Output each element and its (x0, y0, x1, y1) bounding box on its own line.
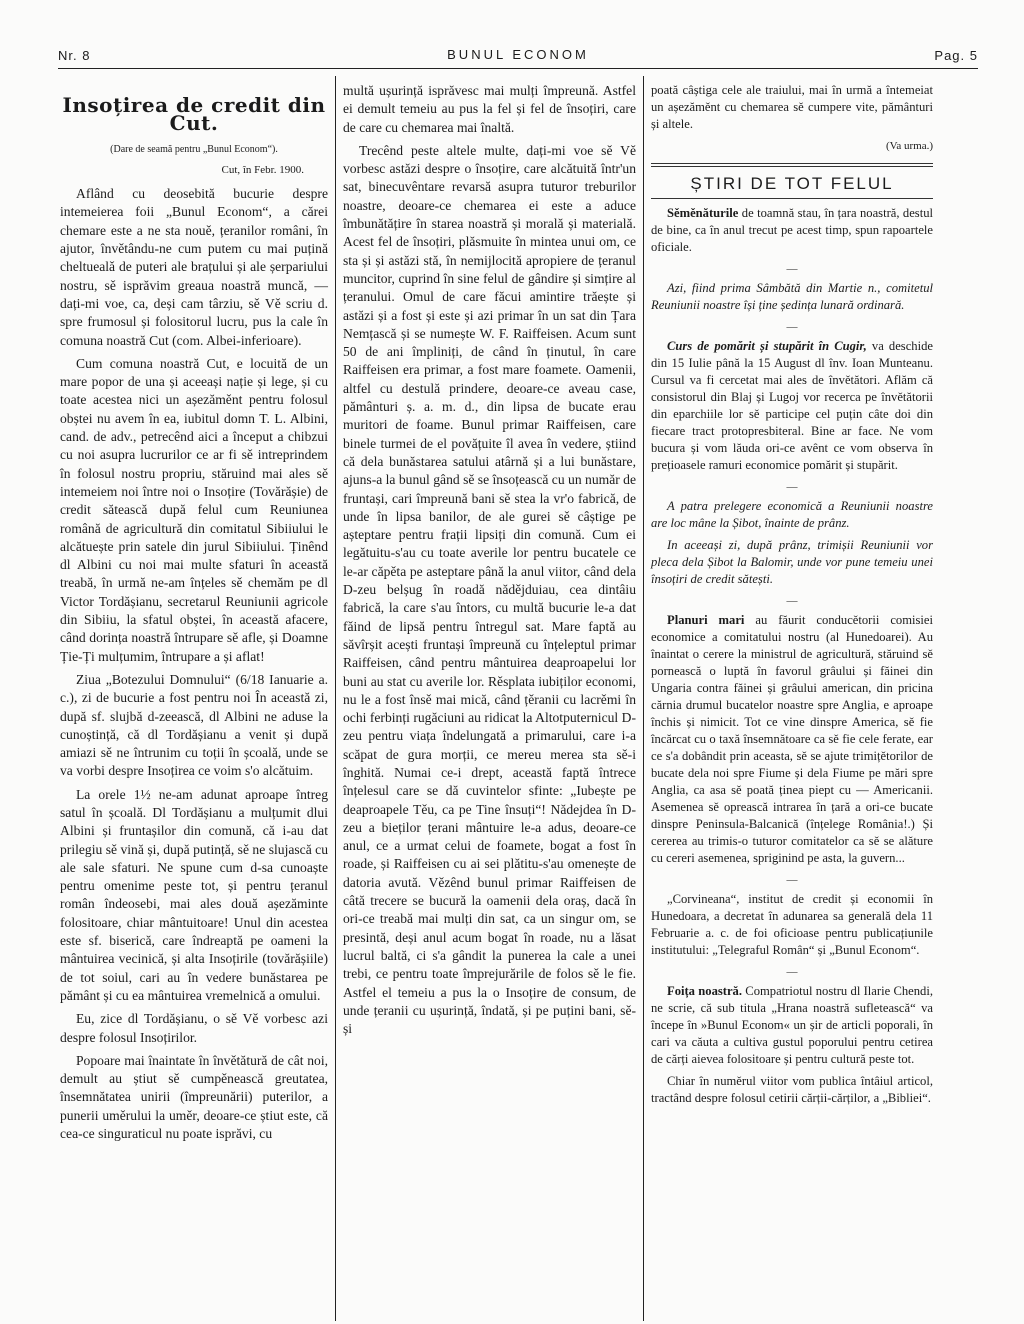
to-be-continued: (Va urma.) (885, 140, 933, 152)
news-text: au făurit conducětorii comisiei economice a comitatului nostru (al Hunedoarei). Au înaintat o cerere la ministrul de agricultură, stăruind sě pornească o luptă în favorul grâului și făinei din Ungaria contra făinei și grâului american, din pricina cărnia drumul bucatelor noastre spre Anglia, e aproape închis și nimicit. Tot ce vine dinspre America, sě fie încărcat cu o taxă însemnătoare ca sě fie cele ferate, ear ce s'a dobândit prin aceasta, sě se ajute trimițětorilor de bucate dela noi spre Fiume și dela Fiume pe mări spre Anglia, ca asa sě poată ținea piept cu — Americanii. Asemenea sě oprească intrarea în țară a ori-ce bucate dinspre Peninsula-Balcanică (înțelege România!.) Și cererea au trimis-o tuturor comitatelor ca sě se alăture cu cereri asemenea, spriginind pe asta, la guvern... (651, 613, 933, 865)
news-item (651, 612, 933, 867)
news-lead: Planuri mari (667, 613, 745, 627)
section-heading: ȘTIRI DE TOT FELUL (690, 174, 894, 193)
news-item: Azi, fiind prima Sâmbătă din Martie n., comitetul Reuniunii noastre își ține ședința lunară ordinară. (651, 281, 933, 312)
news-text: va deschide din 15 Iulie până la 15 August dl înv. Ioan Munteanu. Cursul va fi cercetat mai ales de învětători. Aflăm că consistorul din Blaj și Lugoj vor recerca pe învětătorii din eparchiile lor sě participe cel puțin câte doi din fiecare tract protopresbiteral. Bine ar face. Ne vom bucura și vom lăuda ori-ce avênt ce vom observa în prețioasele ramuri economice pomărit și stupărit. (651, 339, 933, 472)
item-separator: — (786, 966, 798, 978)
section-rule (651, 198, 933, 199)
publication-title: BUNUL ECONOM (447, 47, 589, 62)
news-text: Compatriotul nostru dl Ilarie Chendi, ne scrie, că sub titula „Hrana noastră sufletească“ va începe în »Bunul Econom« un șir de articli poporali, în cari va căuta a cultiva gustul poporului pentru cetirea de cărți aievea folositoare și pentru cultură peste tot. (651, 984, 933, 1066)
column-left (60, 82, 328, 1148)
column-middle (343, 82, 636, 1043)
item-separator: — (786, 874, 798, 886)
article-headline: Insoțirea de credit din Cut. (62, 93, 326, 136)
news-item (651, 205, 933, 256)
header-rule (58, 68, 978, 69)
article-paragraph: Cum comuna noastră Cut, e locuită de un mare popor de una și aceeași nație și lege, și cu toate acestea nici un așezăměnt pentru folosul obștei nu avem în ea, iubitul domn T. L. Albini, cand. de adv., petrecênd aici a început a chibzui cu noi asupra lucrurilor ce ar fi sě intreprindem în folosul nostru propriu, stăruind mai ales sě intemeiem noi între noi o Insoțire (Tovărășie) de credit sătească după felul cum Reuniunea română de agricultură din comitatul Sibiiului le alcătuește prin satele din jurul Sibiiului. Ținênd dl Albini cu noi mai multe sfaturi în această treabă, în urmă ne-am înțeles sě chemăm pe dl Victor Tordășianu, secretarul Reuniunii agricole din Sibiiu, la sfatul obștei, în această afacere, când dorința noastră întrupare sě afle, și Doamne Ție-Ți mulțumim, întrupare a și aflat! (60, 355, 328, 664)
item-separator: — (786, 595, 798, 607)
news-item (651, 338, 933, 474)
item-separator: — (786, 481, 798, 493)
article-paragraph: Eu, zice dl Tordășianu, o sě Vě vorbesc azi despre folosul Insoțirilor. (60, 1011, 328, 1045)
item-separator: — (786, 263, 798, 275)
article-paragraph: Trecênd peste altele multe, dați-mi voe sě Vě vorbesc astăzi despre o însoțire, care alcătuită într'un sat, binecuvêntare revarsă asupra tuturor treburilor noastre, deoare-ce chemarea ei este a aduce îmbunătățire în starea noastră și morală și materială. Acest fel de însoțiri, plăsmuite în mintea unui om, ce sta și și astăzi stă, în nemijlocită apropiere de țeranul muncitor, cuprind în sine felul de gândire și simțire al țeranului. Omul de care făcui amintire trăește și astăzi și a fost și este și azi primar în un sat din Țara Nemțască și se numește W. F. Raiffeisen. Acum sunt 50 de ani împliniți, de când în ținutul, în care Raiffeisen era primar, a fost mare foamete. Oamenii, altfel cu destulă prindere, deoare-ce aveau case, pământuri ș. a. m. d., din lipsa de bucate erau muritori de foame. Bunul primar Raiffeisen, care binele turmei de el povățuite îl avea în vedere, știind că dela bunăstarea satului atârnă și a lui bunăstare, ajuns-a la bunul gând sě se însoțească cu un număr de fruntași, cari împreună bani sě stea la vr'o fabrică, de unde în lipsa banilor, de ale gurei sě câștige pe așteptare pentru frații lipsiți din comună. Cum ei legătuitu-s'au cu toate averile lor pentru bucatele ce le-ar căpěta pe asteptare până la anul viitor, când dela D-zeu belșug în roadă nădějduiau, cea dintâiu fabrică, la care s'au întors, cu multă bucurie le-a dat fǎind de lipsă pentru întregul sat. Mare faptă au săvîrșit acești fruntași împreună cu înțeleptul primar Raiffeisen, când pentru mântuirea deaproapelui lor buni au stat cu averile lor. Rěsplata iubiților economi, nu le a fost însě mai mică, când țěranii cu lacrěmi în ochi ferbinți rugăciuni au ridicat la Altotputernicul D-zeu pentru viața îndelungată a primarului, care i-a scăpat de gura morții, ce mereu merea sta sě-i înghită. Numai ce-i drept, această faptă întrece înțelesul care se dă cuvintelor sfinte: „Iubește pe deaproapele Těu, ca pe Tine însuți“! Nădejdea în D-zeu a bieților țerani mântuire le-a adus, deoare-ce anul, ce a urmat celui de foamete, bogat a fost în roade, și Raiffeisen cu ai sei plătitu-s'au omenește de datoria avută. Vězênd bunul primar Raiffeisen de câtă trecere se bucură la oamenii dela oraș, dacă în ori-ce treabă mai mulți din sat, ca un singur om, se presintă, deși anul acum bogat în roade, nu a lăsat lucrul baltă, ci s'a gândit la punerea la cale a unei trebi, ce pentru toate împrejurările de folos sě le fie. Astfel el temeiu a pus la o Insoțire de consum, de unde țeranii cu ușurință, îndată, și pe puțini bani, sě-și (343, 142, 636, 1037)
article-paragraph: Aflând cu deosebită bucurie despre intemeierea foii „Bunul Econom“, a cărei chemare este a ne sta nouě, țeranilor români, în ajutor, învětându-ne cum putem cu mai puțină cheltuealǎ de puteri ale brațului și ale șerpariului nostru, sě isprăvim greaua noastră muncă, — dați-mi voe, ca, deși cam târziu, sě Vě scriu d. spre frumosul și folositorul lucru, pus la cale în comuna noastră Cut (com. Albei-inferioare). (60, 186, 328, 348)
article-paragraph: Popoare mai înaintate în învětătură de cât noi, demult au știut sě cumpěnească greutatea, însemnătatea unirii (împreunării) puterilor, a punerii uměrului la uměr, deoare-ce știut este, că cea-ce singuraticul nu poate isprăvi, cu (60, 1052, 328, 1142)
article-paragraph: Ziua „Botezului Domnului“ (6/18 Ianuarie a. c.), zi de bucurie a fost pentru noi În această zi, după sf. slujbă d-zeească, dl Albini ne aduse la cunoștință, că dl Tordășianu a venit și după amiazi sě ne întrunim cu toții în școală, unde se va vorbi despre Insoțirea ce voim s'o alcătuim. (60, 671, 328, 779)
news-lead: Foița noastră. (667, 984, 742, 998)
item-separator: — (786, 321, 798, 333)
news-item (651, 983, 933, 1068)
news-lead: Curs de pomărit și stupărit în Cugir, (667, 339, 867, 353)
news-lead: Sěměnăturile (667, 206, 739, 220)
page-header (58, 44, 978, 66)
article-paragraph: La orele 1½ ne-am adunat aproape întreg satul în școală. Dl Tordășianu a mulțumit dlui Albini și fruntașilor din comună, că i-au dat prilegiu sě vină și, după putință, sě ne slujască cu ale sale sfaturi. Ne spune cum d-sa cunoaște pentru omenime peste tot, și pentru țeranul român îndeosebi, mai ales două așezăminte folositoare, chiar mântuitoare! Unul din acestea este sf. biserică, care îndreaptă pe oameni la mântuirea vecinică, și alta Insoțirile (tovărășiile) de tot soiul, cari au în vedere bunăstarea pe pământ și cu ea mântuirea vremelnică a omului. (60, 786, 328, 1003)
column-divider-left (335, 76, 336, 1321)
article-paragraph: poată câștiga cele ale traiului, mai în urmă a întemeiat un așezăměnt cu chemarea sě cumpere vite, pământuri și altele. (651, 83, 933, 131)
news-item: A patra prelegere economică a Reuniunii noastre are loc mâne la Șibot, înainte de prânz. (651, 499, 933, 530)
section-rule (651, 163, 933, 167)
news-item: „Corvineana“, institut de credit și economii în Hunedoara, a decretat în adunarea sa generală dela 11 Februarie a. c. de foi oficioase pentru publicațiunile institutului: „Telegraful Român“ și „Bunul Econom“. (651, 892, 933, 957)
article-dateline: Cut, în Febr. 1900. (221, 163, 304, 176)
article-subline: (Dare de seamă pentru „Bunul Econom“). (110, 143, 278, 155)
news-item: In aceeași zi, după prânz, trimișii Reuniunii vor pleca dela Șibot la Balomir, unde vor pune temeiu unei însoțiri de credit sătești. (651, 538, 933, 586)
news-text: de toamnă stau, în țara noastră, destul de bine, ca în anul trecut pe acest timp, spun rapoartele oficiale. (651, 206, 934, 254)
column-divider-right (643, 76, 644, 1321)
page-number: Pag. 5 (934, 48, 978, 63)
news-item: Chiar în numěrul viitor vom publica întâiul articol, tractând despre folosul cetirii cărții-cărților, a „Bibliei“. (651, 1074, 933, 1105)
article-paragraph: multă ușurință isprăvesc mai mulți împreună. Astfel ei demult temeiu au pus la fel și fel de însoțiri, care de care cu chemarea mai înaltă. (343, 83, 636, 135)
issue-number: Nr. 8 (58, 48, 91, 63)
column-right (651, 82, 933, 1112)
